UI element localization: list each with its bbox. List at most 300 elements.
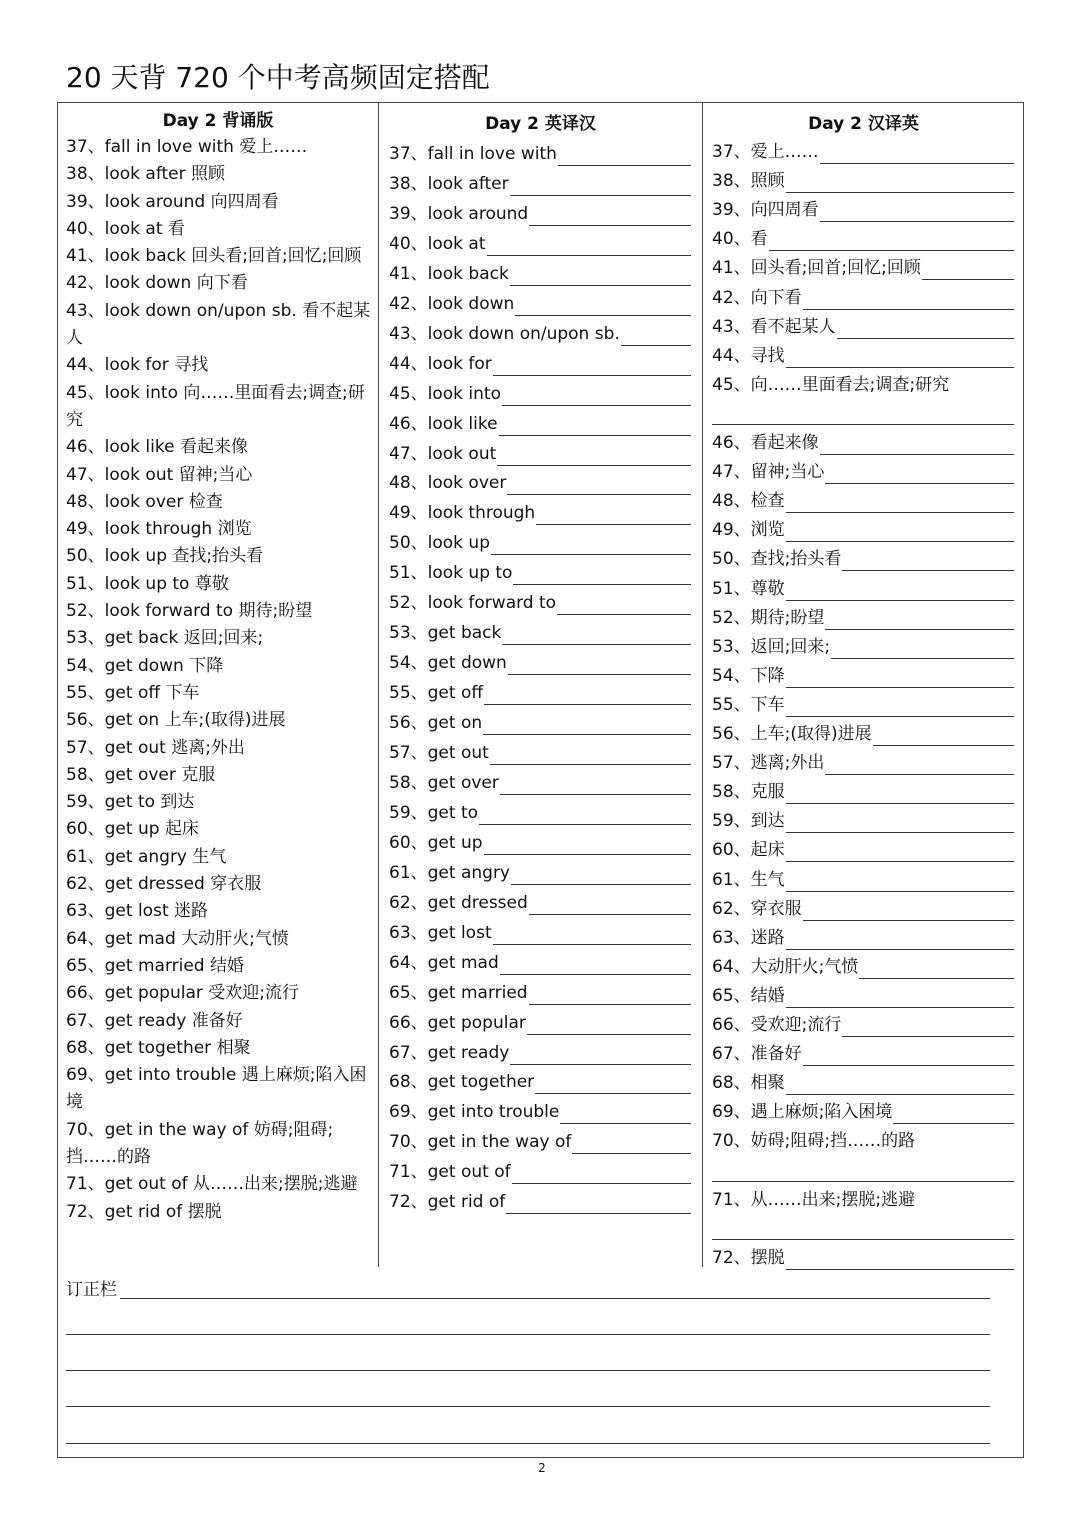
en-to-zh-item	[389, 1041, 691, 1065]
item-text: get in the way of 妨碍;阻碍;挡……的路	[66, 1119, 334, 1167]
item-number: 43、	[389, 323, 428, 344]
item-text: look up 查找;抬头看	[104, 546, 264, 567]
answer-blank[interactable]	[786, 872, 1014, 892]
item-text: get off 下车	[104, 682, 200, 703]
answer-blank[interactable]	[820, 202, 1014, 222]
answer-blank[interactable]	[497, 446, 691, 466]
item-number: 60、	[66, 819, 105, 840]
item-number: 45、	[389, 383, 428, 404]
item-text: 返回;回来;	[750, 636, 831, 657]
answer-blank[interactable]	[831, 639, 1014, 659]
recite-item	[66, 270, 372, 297]
item-text: 浏览	[750, 520, 785, 541]
item-text: look down on/upon sb.	[427, 323, 620, 344]
recite-item	[66, 1008, 372, 1035]
answer-blank[interactable]	[557, 595, 691, 615]
item-text: get over	[427, 772, 499, 793]
en-to-zh-item	[389, 591, 691, 615]
item-number: 61、	[66, 846, 105, 867]
answer-blank[interactable]	[820, 144, 1014, 164]
answer-blank[interactable]	[510, 266, 691, 286]
item-number: 38、	[712, 171, 751, 192]
recite-item	[66, 571, 372, 598]
zh-to-en-item	[712, 838, 1014, 862]
item-text: get out	[427, 743, 489, 763]
answer-blank[interactable]	[786, 493, 1014, 513]
item-number: 53、	[712, 636, 751, 657]
zh-to-en-item	[712, 955, 1014, 979]
answer-blank[interactable]	[510, 176, 691, 196]
en-to-zh-item	[389, 412, 691, 436]
item-text: look at	[427, 233, 486, 254]
item-text: get on	[427, 713, 483, 734]
answer-blank[interactable]	[893, 1104, 1014, 1124]
recite-column-heading: Day 2 背诵版	[162, 111, 274, 131]
item-text: 生气	[750, 869, 785, 890]
answer-blank[interactable]	[506, 1194, 691, 1214]
answer-blank[interactable]	[529, 985, 691, 1005]
item-number: 47、	[66, 464, 105, 485]
zh-to-en-item	[712, 140, 1014, 164]
answer-blank[interactable]	[786, 581, 1014, 601]
item-text: get married	[427, 982, 528, 1003]
answer-blank[interactable]	[786, 842, 1014, 862]
item-text: 克服	[750, 782, 785, 803]
answer-blank[interactable]	[820, 435, 1014, 455]
zh-to-en-item	[712, 780, 1014, 804]
item-number: 59、	[66, 792, 105, 813]
answer-blank[interactable]	[527, 1015, 691, 1035]
item-text: fall in love with	[427, 144, 557, 164]
answer-blank[interactable]	[825, 755, 1014, 775]
item-number: 63、	[389, 922, 428, 943]
zh-to-en-item	[712, 722, 1014, 746]
item-number: 42、	[66, 273, 105, 294]
recite-item	[66, 980, 372, 1007]
recite-item	[66, 898, 372, 925]
zh-to-en-item	[712, 577, 1014, 601]
item-text: get down 下降	[104, 655, 224, 676]
answer-blank[interactable]	[786, 813, 1014, 833]
en-to-zh-item	[389, 1100, 691, 1124]
en-to-zh-column-heading: Day 2 英译汉	[485, 114, 596, 134]
zh-to-en-item	[712, 926, 1014, 950]
item-text: get on 上车;(取得)进展	[104, 710, 286, 731]
item-number: 41、	[389, 263, 428, 284]
item-number: 66、	[712, 1015, 751, 1035]
item-number: 57、	[389, 743, 428, 763]
answer-blank[interactable]	[493, 356, 691, 376]
item-text: get mad	[427, 952, 499, 973]
zh-to-en-item	[712, 809, 1014, 833]
item-text: 起床	[750, 840, 785, 861]
item-number: 37、	[66, 137, 105, 157]
recite-item	[66, 871, 372, 898]
item-text: 照顾	[750, 171, 785, 192]
item-number: 64、	[712, 956, 751, 977]
item-number: 44、	[389, 353, 428, 374]
item-number: 55、	[66, 682, 105, 703]
answer-blank[interactable]	[842, 1017, 1014, 1037]
answer-blank[interactable]	[786, 173, 1014, 193]
item-number: 42、	[389, 293, 428, 314]
item-text: get out of	[427, 1162, 511, 1183]
item-text: 查找;抬头看	[750, 549, 842, 570]
item-text: look up to 尊敬	[104, 573, 229, 594]
item-number: 38、	[66, 164, 105, 185]
item-number: 37、	[712, 142, 751, 162]
answer-blank[interactable]	[786, 784, 1014, 804]
item-number: 54、	[712, 665, 751, 686]
item-text: get off	[427, 683, 484, 704]
item-text: 检查	[750, 491, 785, 512]
item-text: get ready 准备好	[104, 1010, 243, 1031]
en-to-zh-item	[389, 951, 691, 975]
answer-blank[interactable]	[535, 1074, 691, 1094]
zh-to-en-item	[712, 227, 1014, 251]
item-number: 59、	[712, 811, 751, 832]
answer-blank[interactable]	[786, 988, 1014, 1008]
answer-blank[interactable]	[786, 1250, 1014, 1270]
recite-item	[66, 216, 372, 243]
item-text: 准备好	[750, 1044, 802, 1065]
recite-item	[66, 762, 372, 789]
item-text: get back	[427, 623, 502, 644]
en-to-zh-item	[389, 471, 691, 495]
answer-blank[interactable]	[529, 206, 691, 226]
item-text: 从……出来;摆脱;逃避	[750, 1189, 916, 1210]
answer-blank[interactable]	[803, 290, 1014, 310]
item-text: 看起来像	[750, 433, 819, 453]
item-text: 看	[750, 229, 768, 250]
answer-blank[interactable]	[786, 348, 1014, 368]
item-number: 40、	[712, 229, 751, 250]
item-number: 67、	[66, 1010, 105, 1031]
zh-to-en-item	[712, 1100, 1014, 1124]
answer-blank[interactable]	[487, 236, 692, 256]
recite-item	[66, 298, 372, 353]
item-text: get popular	[427, 1012, 526, 1033]
item-text: get into trouble 遇上麻烦;陷入困境	[66, 1065, 367, 1113]
answer-blank[interactable]	[529, 895, 691, 915]
answer-blank[interactable]	[712, 424, 1014, 425]
item-number: 41、	[66, 246, 105, 267]
item-number: 56、	[712, 724, 751, 744]
item-number: 57、	[66, 737, 105, 758]
item-text: 期待;盼望	[750, 607, 825, 628]
item-number: 49、	[66, 519, 105, 540]
item-number: 65、	[66, 955, 105, 976]
recite-item	[66, 516, 372, 543]
item-number: 47、	[712, 462, 751, 483]
answer-blank[interactable]	[572, 1134, 691, 1154]
item-number: 48、	[66, 491, 105, 512]
answer-blank[interactable]	[490, 745, 691, 765]
zh-to-en-item	[712, 1246, 1014, 1270]
recite-item	[66, 543, 372, 570]
item-text: 大动肝火;气愤	[750, 956, 859, 977]
item-text: look down 向下看	[104, 273, 248, 294]
item-text: 向……里面看去;调查;研究	[750, 374, 950, 395]
en-to-zh-item	[389, 771, 691, 795]
en-to-zh-item	[389, 831, 691, 855]
item-number: 69、	[389, 1102, 428, 1123]
item-text: get to	[427, 802, 479, 823]
item-text: look for	[427, 353, 492, 374]
item-text: get back 返回;回来;	[104, 628, 264, 649]
item-text: look down on/upon sb. 看不起某人	[66, 300, 371, 349]
answer-blank[interactable]	[786, 930, 1014, 950]
answer-blank[interactable]	[512, 1164, 691, 1184]
answer-blank[interactable]	[502, 386, 691, 406]
item-number: 51、	[66, 573, 105, 594]
answer-blank[interactable]	[712, 1239, 1014, 1240]
item-number: 66、	[389, 1012, 428, 1033]
zh-to-en-item	[712, 897, 1014, 921]
answer-blank[interactable]	[558, 146, 691, 166]
recite-list	[66, 134, 372, 1226]
answer-blank[interactable]	[483, 715, 691, 735]
answer-blank[interactable]	[513, 565, 691, 585]
answer-blank[interactable]	[507, 475, 691, 495]
item-number: 50、	[712, 549, 751, 570]
item-text: 遇上麻烦;陷入困境	[750, 1102, 893, 1123]
zh-to-en-item	[712, 693, 1014, 717]
item-text: get ready	[427, 1042, 510, 1063]
zh-to-en-item	[712, 635, 1014, 659]
answer-blank[interactable]	[803, 1046, 1014, 1066]
zh-to-en-item	[712, 751, 1014, 775]
answer-blank[interactable]	[500, 775, 691, 795]
item-text: look through 浏览	[104, 519, 252, 540]
item-text: 妨碍;阻碍;挡……的路	[750, 1131, 916, 1152]
item-text: get together	[427, 1072, 535, 1093]
answer-blank[interactable]	[502, 625, 691, 645]
en-to-zh-item	[389, 741, 691, 765]
zh-to-en-item	[712, 1188, 1014, 1212]
answer-blank[interactable]	[621, 326, 691, 346]
en-to-zh-item	[389, 531, 691, 555]
en-to-zh-item	[389, 921, 691, 945]
answer-blank[interactable]	[859, 959, 1014, 979]
item-number: 61、	[389, 862, 428, 883]
item-text: get together 相聚	[104, 1037, 251, 1058]
correction-line[interactable]	[66, 1443, 990, 1444]
answer-blank[interactable]	[786, 668, 1014, 688]
item-text: 结婚	[750, 985, 785, 1006]
item-number: 70、	[712, 1131, 751, 1152]
item-number: 63、	[712, 927, 751, 948]
item-number: 44、	[66, 355, 105, 376]
item-text: 迷路	[750, 927, 785, 948]
item-number: 58、	[712, 782, 751, 803]
zh-to-en-item	[712, 1013, 1014, 1037]
answer-blank[interactable]	[842, 551, 1014, 571]
item-number: 70、	[389, 1132, 428, 1153]
item-number: 56、	[389, 713, 428, 734]
recite-item	[66, 653, 372, 680]
item-number: 40、	[66, 218, 105, 239]
item-number: 57、	[712, 753, 751, 774]
zh-to-en-item	[712, 547, 1014, 571]
item-text: fall in love with 爱上……	[104, 137, 308, 157]
item-text: look into	[427, 383, 501, 404]
zh-to-en-item	[712, 431, 1014, 455]
answer-blank[interactable]	[493, 925, 691, 945]
answer-blank[interactable]	[786, 522, 1014, 542]
en-to-zh-item	[389, 501, 691, 525]
answer-blank[interactable]	[825, 610, 1014, 630]
answer-blank[interactable]	[786, 1075, 1014, 1095]
zh-to-en-item	[712, 1071, 1014, 1095]
recite-item	[66, 1062, 372, 1117]
item-number: 63、	[66, 901, 105, 922]
correction-line[interactable]	[66, 1406, 990, 1407]
item-text: 逃离;外出	[750, 753, 825, 774]
zh-to-en-column-heading: Day 2 汉译英	[808, 114, 919, 134]
item-text: look over 检查	[104, 491, 223, 512]
en-to-zh-item	[389, 981, 691, 1005]
recite-item	[66, 926, 372, 953]
item-text: look back 回头看;回首;回忆;回顾	[104, 246, 362, 267]
en-to-zh-item	[389, 801, 691, 825]
item-number: 39、	[66, 191, 105, 212]
item-number: 68、	[66, 1037, 105, 1058]
recite-item	[66, 844, 372, 871]
zh-to-en-item	[712, 868, 1014, 892]
answer-blank[interactable]	[825, 464, 1014, 484]
answer-blank[interactable]	[499, 416, 691, 436]
item-number: 53、	[389, 623, 428, 644]
item-text: look back	[427, 263, 509, 284]
item-number: 72、	[712, 1247, 751, 1268]
zh-to-en-item	[712, 489, 1014, 513]
recite-item	[66, 789, 372, 816]
recite-item	[66, 134, 372, 161]
en-to-zh-item	[389, 142, 691, 166]
answer-blank[interactable]	[922, 260, 1014, 280]
correction-line[interactable]	[66, 1334, 990, 1335]
item-text: look at 看	[104, 218, 185, 239]
item-number: 52、	[712, 607, 751, 628]
item-number: 65、	[389, 982, 428, 1003]
item-number: 47、	[389, 443, 428, 464]
item-number: 64、	[66, 928, 105, 949]
item-text: look around 向四周看	[104, 191, 279, 212]
correction-line[interactable]	[120, 1298, 990, 1299]
item-text: 尊敬	[750, 578, 785, 599]
answer-blank[interactable]	[873, 726, 1014, 746]
answer-blank[interactable]	[515, 296, 691, 316]
item-number: 45、	[66, 382, 105, 403]
correction-label: 订正栏	[66, 1280, 117, 1300]
answer-blank[interactable]	[536, 505, 691, 525]
answer-blank[interactable]	[712, 1181, 1014, 1182]
answer-blank[interactable]	[479, 805, 691, 825]
item-number: 49、	[389, 503, 428, 524]
item-text: 穿衣服	[750, 898, 802, 919]
item-number: 56、	[66, 710, 105, 731]
zh-to-en-item	[712, 286, 1014, 310]
recite-item	[66, 352, 372, 379]
zh-to-en-item	[712, 518, 1014, 542]
item-text: look after	[427, 173, 509, 194]
answer-blank[interactable]	[560, 1104, 691, 1124]
en-to-zh-item	[389, 262, 691, 286]
item-text: look down	[427, 293, 515, 314]
item-number: 42、	[712, 287, 751, 308]
item-text: get over 克服	[104, 764, 216, 785]
answer-blank[interactable]	[508, 655, 691, 675]
answer-blank[interactable]	[484, 835, 691, 855]
answer-blank[interactable]	[491, 535, 691, 555]
en-to-zh-item	[389, 292, 691, 316]
item-number: 45、	[712, 374, 751, 395]
item-text: 回头看;回首;回忆;回顾	[750, 258, 921, 279]
item-text: look like 看起来像	[104, 437, 248, 458]
item-text: look out	[427, 443, 497, 464]
en-to-zh-item	[389, 711, 691, 735]
item-text: get to 到达	[104, 792, 195, 813]
en-to-zh-item	[389, 621, 691, 645]
correction-line[interactable]	[66, 1370, 990, 1371]
item-number: 71、	[389, 1162, 428, 1183]
answer-blank[interactable]	[510, 1045, 691, 1065]
item-number: 37、	[389, 144, 428, 164]
item-number: 53、	[66, 628, 105, 649]
item-number: 60、	[712, 840, 751, 861]
answer-blank[interactable]	[769, 231, 1014, 251]
item-number: 39、	[712, 200, 751, 221]
item-text: 到达	[750, 811, 785, 832]
item-number: 44、	[712, 345, 751, 366]
item-number: 68、	[712, 1073, 751, 1094]
recite-item	[66, 816, 372, 843]
item-number: 60、	[389, 832, 428, 853]
en-to-zh-item	[389, 561, 691, 585]
recite-item	[66, 1117, 372, 1172]
item-number: 54、	[66, 655, 105, 676]
en-to-zh-item	[389, 651, 691, 675]
item-text: look out 留神;当心	[104, 464, 253, 485]
item-text: look up to	[427, 563, 513, 584]
recite-item	[66, 462, 372, 489]
answer-blank[interactable]	[511, 865, 691, 885]
item-text: get lost	[427, 922, 492, 943]
item-number: 70、	[66, 1119, 105, 1140]
en-to-zh-item	[389, 172, 691, 196]
item-text: get out 逃离;外出	[104, 737, 245, 758]
item-number: 58、	[66, 764, 105, 785]
item-number: 41、	[712, 258, 751, 279]
answer-blank[interactable]	[786, 697, 1014, 717]
item-number: 59、	[389, 802, 428, 823]
item-text: get dressed	[427, 892, 528, 913]
item-number: 43、	[66, 300, 105, 321]
item-number: 55、	[389, 683, 428, 704]
answer-blank[interactable]	[837, 319, 1014, 339]
item-text: look forward to	[427, 593, 557, 614]
answer-blank[interactable]	[803, 901, 1014, 921]
item-number: 66、	[66, 983, 105, 1004]
item-text: look after 照顾	[104, 164, 226, 185]
page-number: 2	[538, 1461, 546, 1475]
item-text: 向下看	[750, 287, 802, 308]
answer-blank[interactable]	[500, 955, 691, 975]
answer-blank[interactable]	[484, 685, 691, 705]
zh-to-en-item	[712, 315, 1014, 339]
item-text: 下降	[750, 665, 785, 686]
